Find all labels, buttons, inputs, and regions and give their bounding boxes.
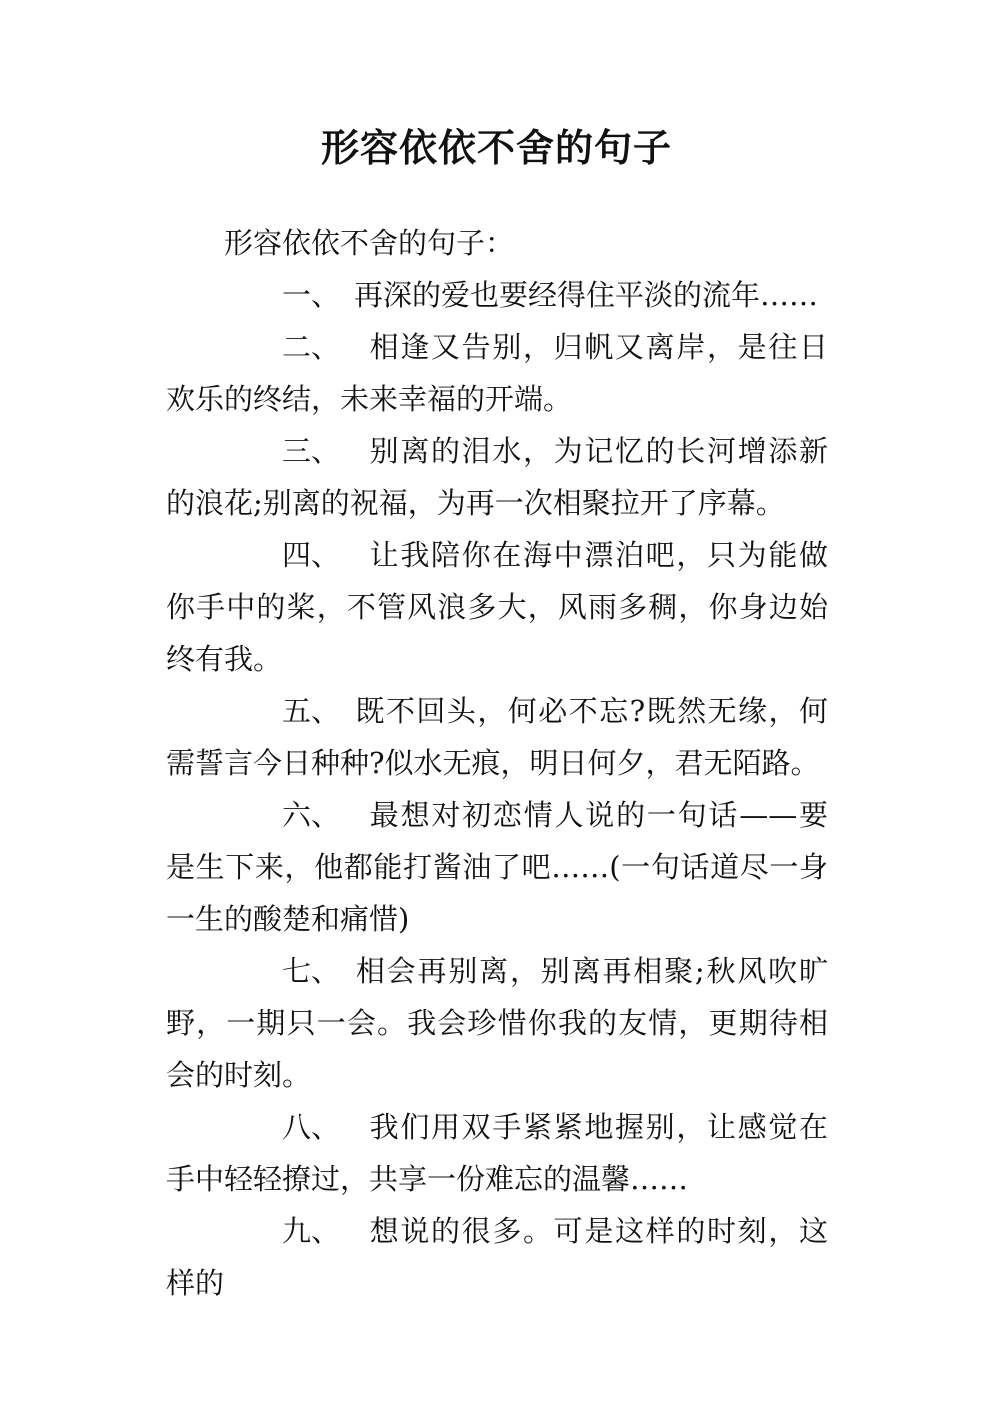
item-number: 七、 — [282, 954, 341, 988]
item-number: 九、 — [282, 1214, 341, 1248]
item-number: 八、 — [282, 1110, 341, 1144]
item-text: 相会再别离，别离再相聚;秋风吹旷野，一期只一会。我会珍惜你我的友情，更期待相会的时刻。 — [166, 954, 828, 1092]
item-text: 再深的爱也要经得住平淡的流年…… — [354, 278, 819, 312]
list-item — [166, 269, 828, 321]
item-number: 六、 — [282, 798, 341, 832]
item-number: 五、 — [282, 694, 341, 728]
item-number: 三、 — [282, 434, 341, 468]
list-item — [166, 321, 828, 425]
item-text: 我们用双手紧紧地握别，让感觉在手中轻轻撩过，共享一份难忘的温馨…… — [166, 1110, 828, 1196]
item-text: 想说的很多。可是这样的时刻，这样的 — [166, 1214, 828, 1300]
list-item — [166, 685, 828, 789]
document-title: 形容依依不舍的句子 — [320, 126, 672, 170]
list-item — [166, 1205, 828, 1309]
list-item — [166, 529, 828, 685]
item-number: 一、 — [282, 278, 341, 312]
item-text: 相逢又告别，归帆又离岸，是往日欢乐的终结，未来幸福的开端。 — [166, 330, 828, 416]
list-item — [166, 1101, 828, 1205]
list-item — [166, 789, 828, 945]
document-body — [166, 217, 828, 1309]
list-item — [166, 945, 828, 1101]
list-item — [166, 425, 828, 529]
item-text: 让我陪你在海中漂泊吧，只为能做你手中的桨，不管风浪多大，风雨多稠，你身边始终有我。 — [166, 538, 828, 676]
item-text: 最想对初恋情人说的一句话——要是生下来，他都能打酱油了吧……(一句话道尽一身一生的酸楚和痛惜) — [166, 798, 828, 936]
item-number: 四、 — [282, 538, 341, 572]
item-number: 二、 — [282, 330, 341, 364]
item-text: 别离的泪水，为记忆的长河增添新的浪花;别离的祝福，为再一次相聚拉开了序幕。 — [166, 434, 828, 520]
intro-paragraph: 形容依依不舍的句子： — [224, 226, 515, 260]
item-text: 既不回头，何必不忘?既然无缘，何需誓言今日种种?似水无痕，明日何夕，君无陌路。 — [166, 694, 828, 780]
